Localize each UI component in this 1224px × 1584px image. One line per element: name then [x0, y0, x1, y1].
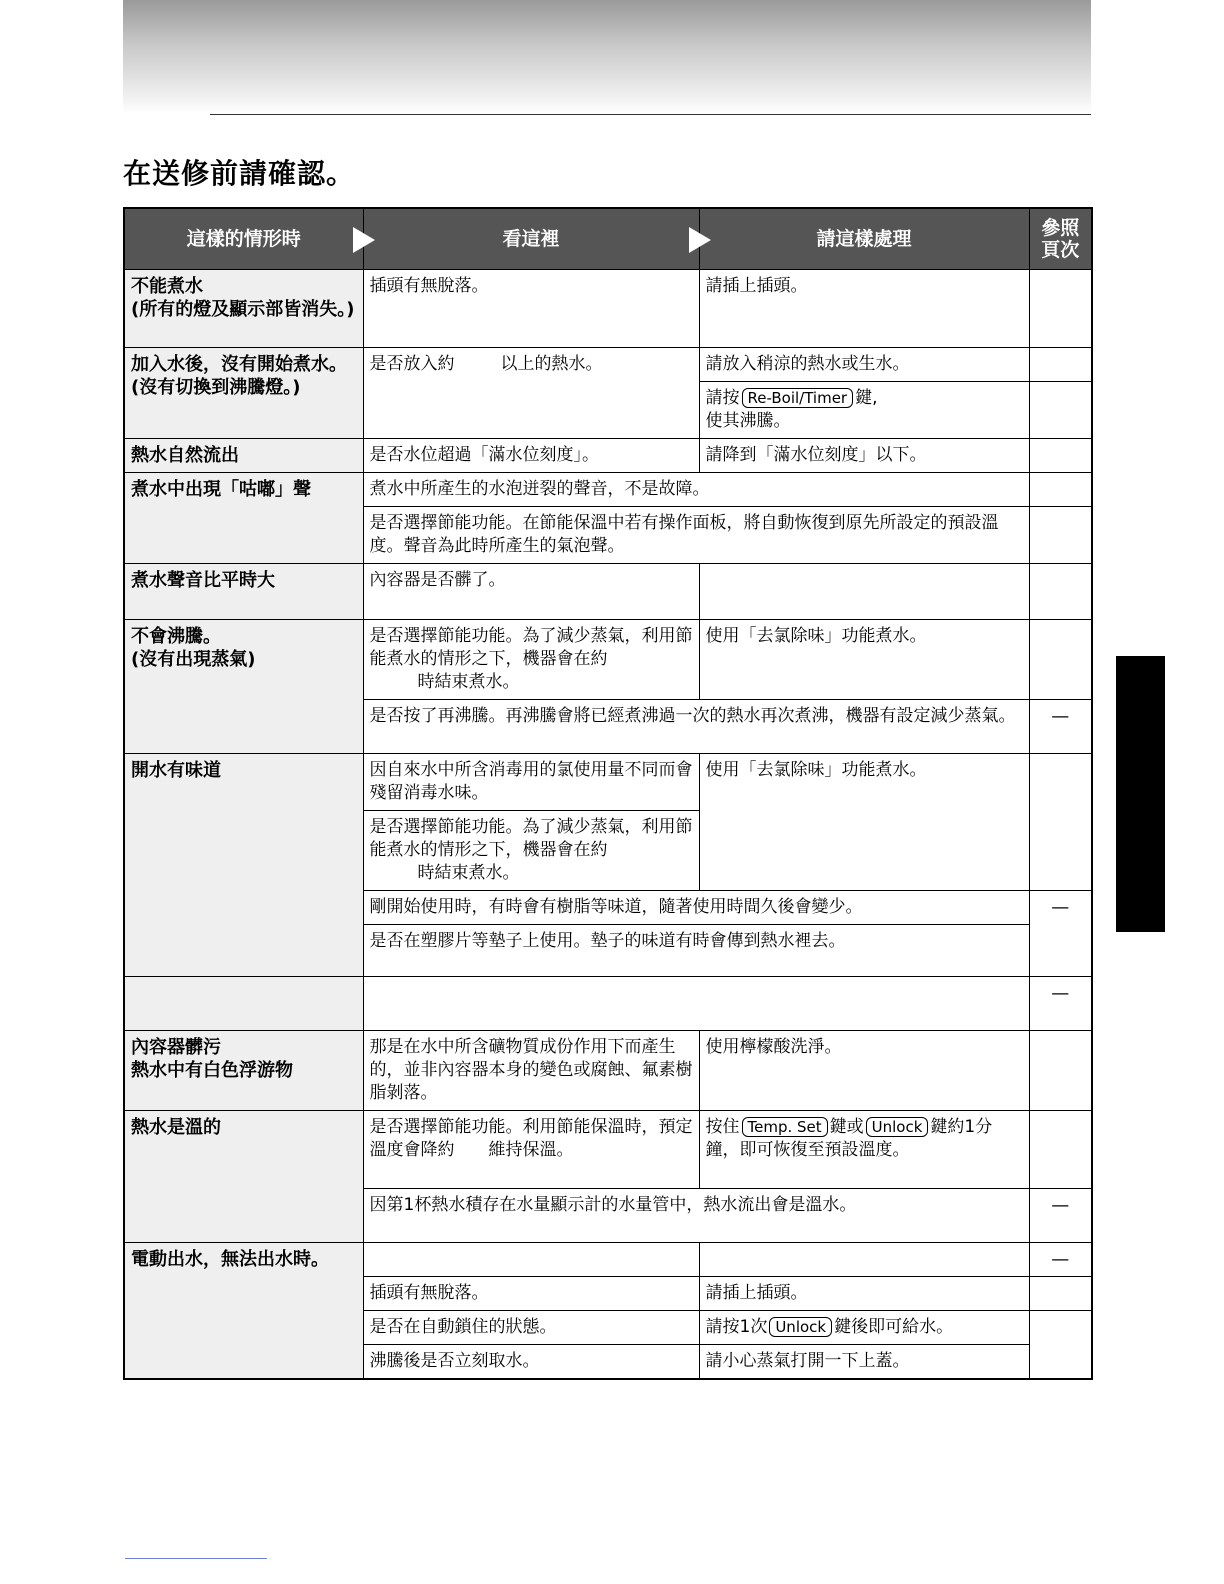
arrow-right-icon	[353, 227, 375, 253]
check-text: 以上的熱水。	[500, 354, 603, 374]
header-action-label: 請這樣處理	[816, 227, 912, 250]
symptom-cell: 熱水是溫的	[124, 1111, 363, 1243]
check-text: 是否選擇節能功能。為了減少蒸氣，利用節能煮水的情形之下，機器會在約	[369, 626, 693, 669]
ref-cell: —	[1029, 891, 1092, 977]
action-text: 鍵, 使其沸騰。	[705, 388, 878, 431]
action-text: 鍵後即可給水。	[834, 1317, 954, 1337]
check-cell: 煮水中所產生的水泡迸裂的聲音，不是故障。	[363, 473, 1029, 507]
action-cell	[699, 1243, 1029, 1277]
ref-cell	[1029, 620, 1092, 700]
header-situation	[124, 208, 363, 270]
symptom-text: 不會沸騰。 (沒有出現蒸氣)	[131, 626, 256, 670]
ref-cell	[1029, 382, 1092, 439]
header-check	[363, 208, 699, 270]
check-text: 時結束煮水。	[417, 863, 520, 883]
header-gradient-band	[123, 0, 1091, 114]
ref-cell	[1029, 270, 1092, 348]
unlock-key: Unlock	[866, 1117, 929, 1137]
check-text: 是否選擇節能功能。為了減少蒸氣，利用節能煮水的情形之下，機器會在約	[369, 817, 693, 860]
check-cell: 因自來水中所含消毒用的氯使用量不同而會殘留消毒水味。	[363, 754, 699, 811]
table-row	[124, 348, 1092, 382]
check-cell: 那是在水中所含礦物質成份作用下而產生的，並非內容器本身的變色或腐蝕、氟素樹脂剝落。	[363, 1031, 699, 1111]
action-cell	[699, 1111, 1029, 1189]
symptom-cell: 電動出水，無法出水時。	[124, 1243, 363, 1380]
symptom-cell	[124, 977, 363, 1031]
action-cell: 請降到「滿水位刻度」以下。	[699, 439, 1029, 473]
check-cell	[363, 348, 699, 439]
action-cell: 使用「去氯除味」功能煮水。	[699, 754, 1029, 891]
table-row	[124, 270, 1092, 348]
check-cell: 沸騰後是否立刻取水。	[363, 1345, 699, 1380]
symptom-text: 內容器髒污 熱水中有白色浮游物	[131, 1037, 293, 1081]
check-text: 是否放入約	[369, 354, 455, 374]
ref-cell	[1029, 348, 1092, 382]
table-row	[124, 473, 1092, 507]
action-text: 鍵約1分鐘，即可恢復至預設溫度。	[705, 1117, 993, 1160]
check-cell: 因第1杯熱水積存在水量顯示計的水量管中，熱水流出會是溫水。	[363, 1189, 1029, 1243]
action-text: 請按1次	[705, 1317, 768, 1337]
table-row	[124, 1111, 1092, 1189]
ref-cell	[1029, 564, 1092, 620]
ref-cell: —	[1029, 700, 1092, 754]
unlock-key: Unlock	[769, 1317, 832, 1337]
check-text: 是否選擇節能功能。利用節能保溫時，預定溫度會降約	[369, 1117, 693, 1160]
check-cell: 是否選擇節能功能。在節能保溫中若有操作面板，將自動恢復到原先所設定的預設溫度。聲音為此時所產生的氣泡聲。	[363, 507, 1029, 564]
table-header-row	[124, 208, 1092, 270]
check-cell: 是否在塑膠片等墊子上使用。墊子的味道有時會傳到熱水裡去。	[363, 925, 1029, 977]
ref-cell	[1029, 439, 1092, 473]
ref-cell	[1029, 1111, 1092, 1189]
ref-cell: —	[1029, 977, 1092, 1031]
check-cell: 內容器是否髒了。	[363, 564, 699, 620]
symptom-cell: 開水有味道	[124, 754, 363, 977]
action-cell	[699, 382, 1029, 439]
check-cell: 剛開始使用時，有時會有樹脂等味道，隨著使用時間久後會變少。	[363, 891, 1029, 925]
check-cell: 插頭有無脫落。	[363, 1277, 699, 1311]
page-heading: 在送修前請確認。	[123, 157, 356, 190]
header-ref-label: 參照頁次	[1041, 217, 1080, 261]
check-cell: 插頭有無脫落。	[363, 270, 699, 348]
symptom-cell	[124, 270, 363, 348]
check-cell	[363, 1111, 699, 1189]
arrow-right-icon	[689, 227, 711, 253]
ref-cell	[1029, 1311, 1092, 1380]
footer-link-underline	[125, 1558, 267, 1559]
section-side-tab	[1116, 656, 1165, 932]
header-check-label: 看這裡	[502, 227, 560, 250]
table-row	[124, 977, 1092, 1031]
troubleshooting-table	[123, 207, 1093, 1380]
ref-cell	[1029, 473, 1092, 507]
action-cell	[699, 1311, 1029, 1345]
table-row	[124, 1243, 1092, 1277]
check-cell: 是否水位超過「滿水位刻度」。	[363, 439, 699, 473]
check-cell: 是否按了再沸騰。再沸騰會將已經煮沸過一次的熱水再次煮沸，機器有設定減少蒸氣。	[363, 700, 1029, 754]
check-text: 維持保溫。	[488, 1140, 574, 1160]
reboil-timer-key: Re-Boil/Timer	[742, 388, 854, 408]
ref-cell: —	[1029, 1243, 1092, 1277]
temp-set-key: Temp. Set	[742, 1117, 828, 1137]
action-text: 按住	[705, 1117, 740, 1137]
table-row	[124, 620, 1092, 700]
symptom-text: 不能煮水 (所有的燈及顯示部皆消失。)	[131, 276, 355, 320]
header-situation-label: 這樣的情形時	[186, 227, 301, 250]
check-cell: 是否在自動鎖住的狀態。	[363, 1311, 699, 1345]
ref-cell	[1029, 507, 1092, 564]
check-cell	[363, 811, 699, 891]
symptom-cell: 熱水自然流出	[124, 439, 363, 473]
symptom-text: 加入水後，沒有開始煮水。 (沒有切換到沸騰燈。)	[131, 354, 347, 398]
action-cell: 請插上插頭。	[699, 270, 1029, 348]
symptom-cell	[124, 620, 363, 754]
table-row	[124, 1031, 1092, 1111]
table-row	[124, 754, 1092, 811]
symptom-cell: 煮水中出現「咕嘟」聲	[124, 473, 363, 564]
action-cell: 使用檸檬酸洗淨。	[699, 1031, 1029, 1111]
symptom-cell	[124, 1031, 363, 1111]
header-rule	[210, 114, 1091, 115]
check-cell	[363, 1243, 699, 1277]
ref-cell	[1029, 1277, 1092, 1311]
ref-cell	[1029, 1031, 1092, 1111]
symptom-cell	[124, 348, 363, 439]
action-cell: 使用「去氯除味」功能煮水。	[699, 620, 1029, 700]
check-text: 時結束煮水。	[417, 672, 520, 692]
ref-cell: —	[1029, 1189, 1092, 1243]
symptom-cell: 煮水聲音比平時大	[124, 564, 363, 620]
action-text: 鍵或	[829, 1117, 864, 1137]
action-cell: 請放入稍涼的熱水或生水。	[699, 348, 1029, 382]
action-cell: 請插上插頭。	[699, 1277, 1029, 1311]
action-cell: 請小心蒸氣打開一下上蓋。	[699, 1345, 1029, 1380]
table-row	[124, 439, 1092, 473]
action-text: 請按	[705, 388, 740, 408]
action-cell	[699, 564, 1029, 620]
ref-cell	[1029, 754, 1092, 891]
header-ref	[1029, 208, 1092, 270]
check-cell	[363, 620, 699, 700]
check-cell	[363, 977, 1029, 1031]
table-row	[124, 564, 1092, 620]
header-action	[699, 208, 1029, 270]
